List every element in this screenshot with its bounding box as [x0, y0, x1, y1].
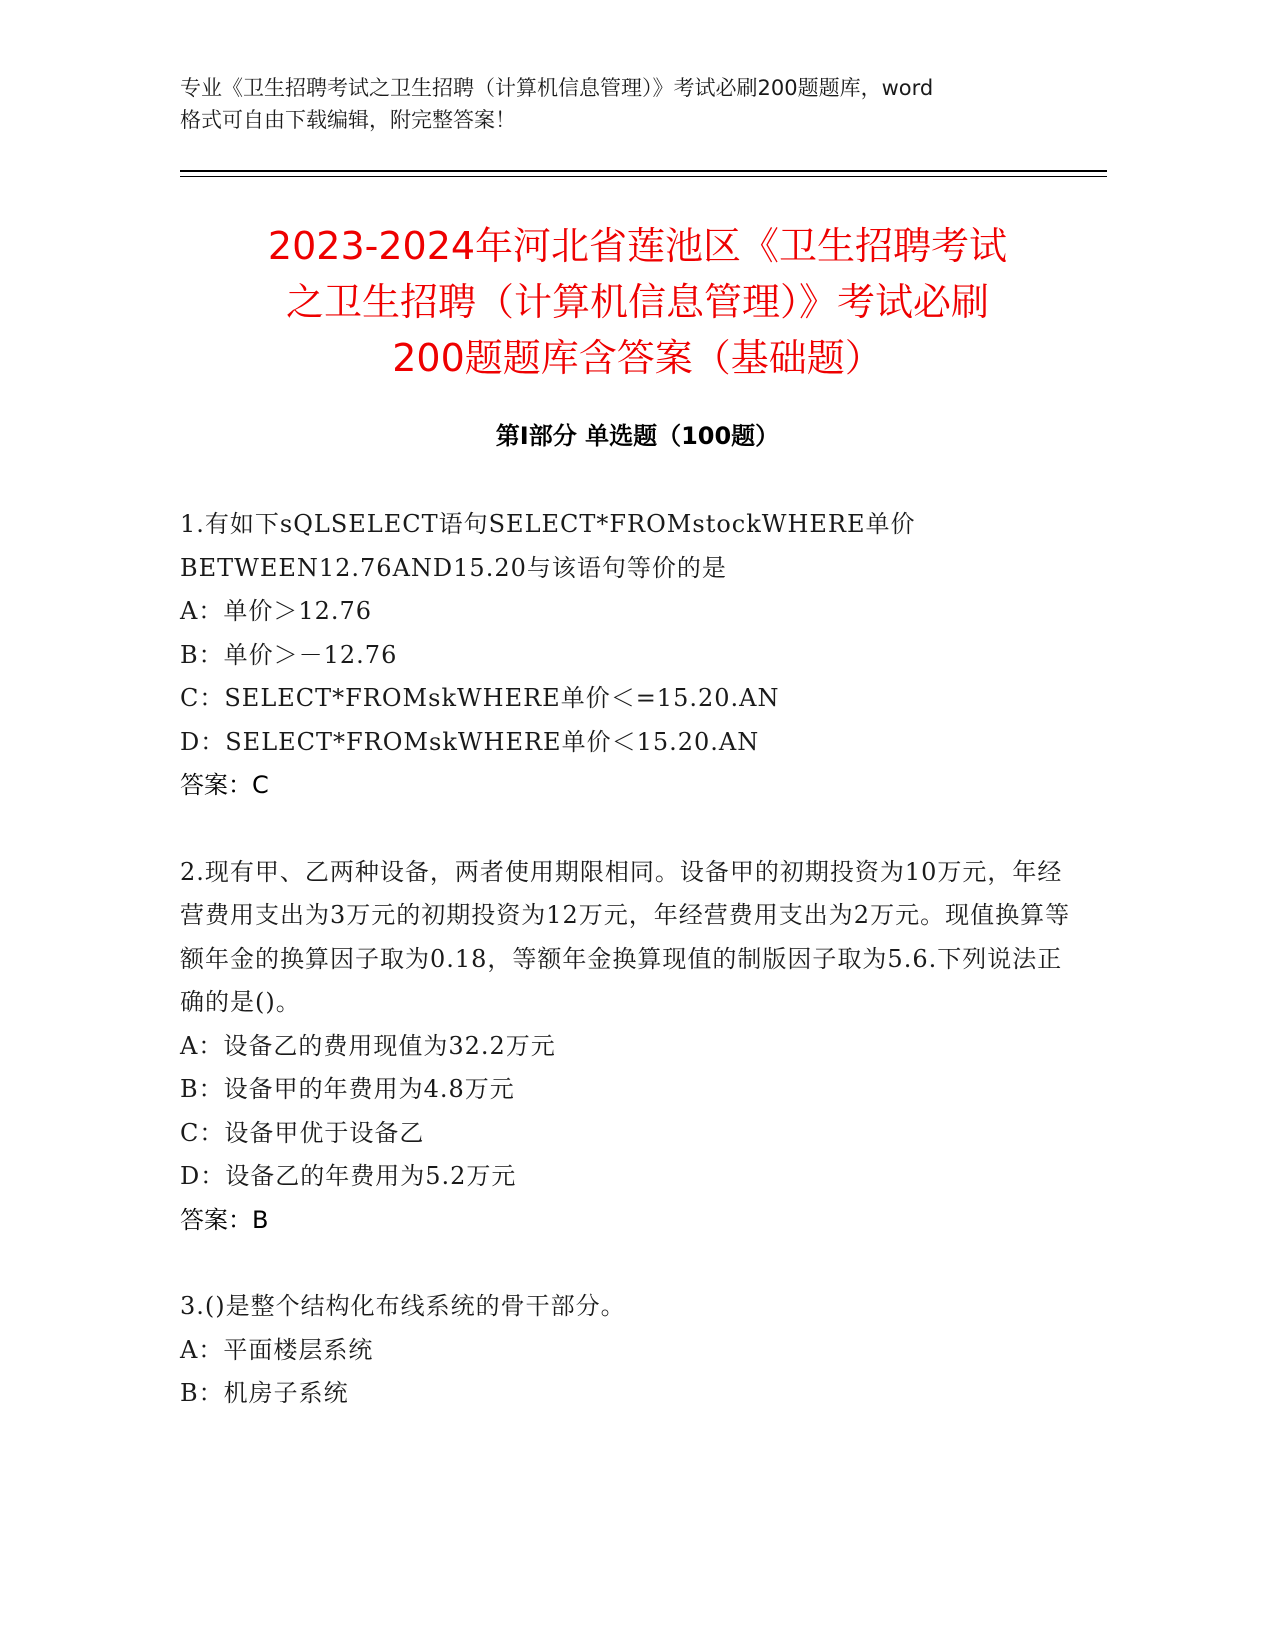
title-line-1: 2023-2024年河北省莲池区《卫生招聘考试 — [267, 224, 1008, 268]
option-b: B：设备甲的年费用为4.8万元 — [180, 1075, 515, 1103]
option-d: D：设备乙的年费用为5.2万元 — [180, 1162, 517, 1190]
question-list — [180, 503, 1080, 1459]
option-b: B：单价＞－12.76 — [180, 640, 398, 669]
question-text: 3.()是整个结构化布线系统的骨干部分。 — [180, 1292, 626, 1320]
option-c: C：设备甲优于设备乙 — [180, 1118, 425, 1147]
header-divider-thin — [180, 176, 1107, 177]
question-3 — [180, 1285, 1080, 1416]
question-1 — [180, 503, 1080, 808]
question-2 — [180, 851, 1080, 1243]
question-text: 2.现有甲、乙两种设备，两者使用期限相同。设备甲的初期投资为10万元，年经营费用支出为3万元的初期投资为12万元，年经营费用支出为2万元。现值换算等额年金的换算因子取为0.18，等额年金换算现值的制版因子取为5.6.下列说法正确的是()。 — [180, 857, 1071, 1016]
option-a: A：单价＞12.76 — [180, 597, 373, 625]
title-line-3: 200题题库含答案（基础题） — [392, 336, 883, 380]
option-b: B：机房子系统 — [180, 1379, 349, 1407]
option-c: C：SELECT*FROMskWHERE单价＜=15.20.AN — [180, 684, 780, 712]
option-a: A：平面楼层系统 — [180, 1335, 374, 1364]
answer: 答案：C — [180, 771, 269, 799]
section-title: 第Ⅰ部分 单选题（100题） — [495, 422, 780, 450]
title-line-2: 之卫生招聘（计算机信息管理）》考试必刷 — [285, 280, 989, 324]
header-divider-thick — [180, 170, 1107, 172]
answer: 答案：B — [180, 1205, 269, 1234]
option-a: A：设备乙的费用现值为32.2万元 — [180, 1031, 556, 1060]
option-d: D：SELECT*FROMskWHERE单价＜15.20.AN — [180, 727, 760, 756]
document-title — [150, 218, 1125, 386]
question-text: 1.有如下sQLSELECT语句SELECT*FROMstockWHERE单价BETWEEN12.76AND15.20与该语句等价的是 — [180, 510, 916, 582]
header-line-2: 格式可自由下载编辑，附完整答案！ — [180, 108, 516, 132]
document-header — [180, 72, 1080, 136]
header-line-1: 专业《卫生招聘考试之卫生招聘（计算机信息管理）》考试必刷200题题库，word — [180, 76, 934, 100]
